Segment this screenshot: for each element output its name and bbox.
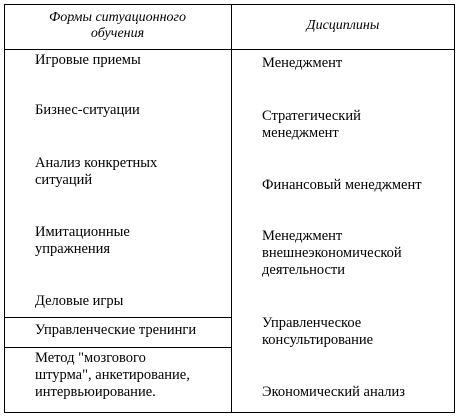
form-simulation-exercises: Имитационные упражнения xyxy=(35,224,130,257)
discipline-management-consulting: Управленческое консультирование xyxy=(262,315,374,348)
form-brainstorming: Метод "мозгового штурма", анкетирование, интервьюирование. xyxy=(35,350,190,400)
row-divider-1 xyxy=(4,317,231,318)
row-divider-2 xyxy=(4,347,231,348)
form-management-trainings: Управленческие тренинги xyxy=(35,322,197,338)
table-border-right xyxy=(454,4,455,413)
form-business-games: Деловые игры xyxy=(35,293,124,309)
form-case-analysis: Анализ конкретных ситуаций xyxy=(35,155,158,188)
disciplines-table xyxy=(4,4,455,413)
form-business-situations: Бизнес-ситуации xyxy=(35,102,140,118)
discipline-economic-analysis: Экономический анализ xyxy=(262,384,405,400)
header-disciplines: Дисциплины xyxy=(306,18,380,33)
form-game-techniques: Игровые приемы xyxy=(35,52,141,68)
table-border-top xyxy=(4,4,455,5)
table-border-left xyxy=(4,4,5,413)
column-divider xyxy=(231,4,232,413)
header-forms: Формы ситуационного обучения xyxy=(48,10,187,41)
discipline-foreign-economic-management: Менеджмент внешнеэкономической деятельности xyxy=(262,228,402,278)
discipline-management: Менеджмент xyxy=(262,55,343,71)
table-border-bottom xyxy=(4,412,455,413)
discipline-financial-management: Финансовый менеджмент xyxy=(262,177,422,193)
discipline-strategic-management: Стратегический менеджмент xyxy=(262,108,361,141)
header-divider xyxy=(4,49,455,50)
